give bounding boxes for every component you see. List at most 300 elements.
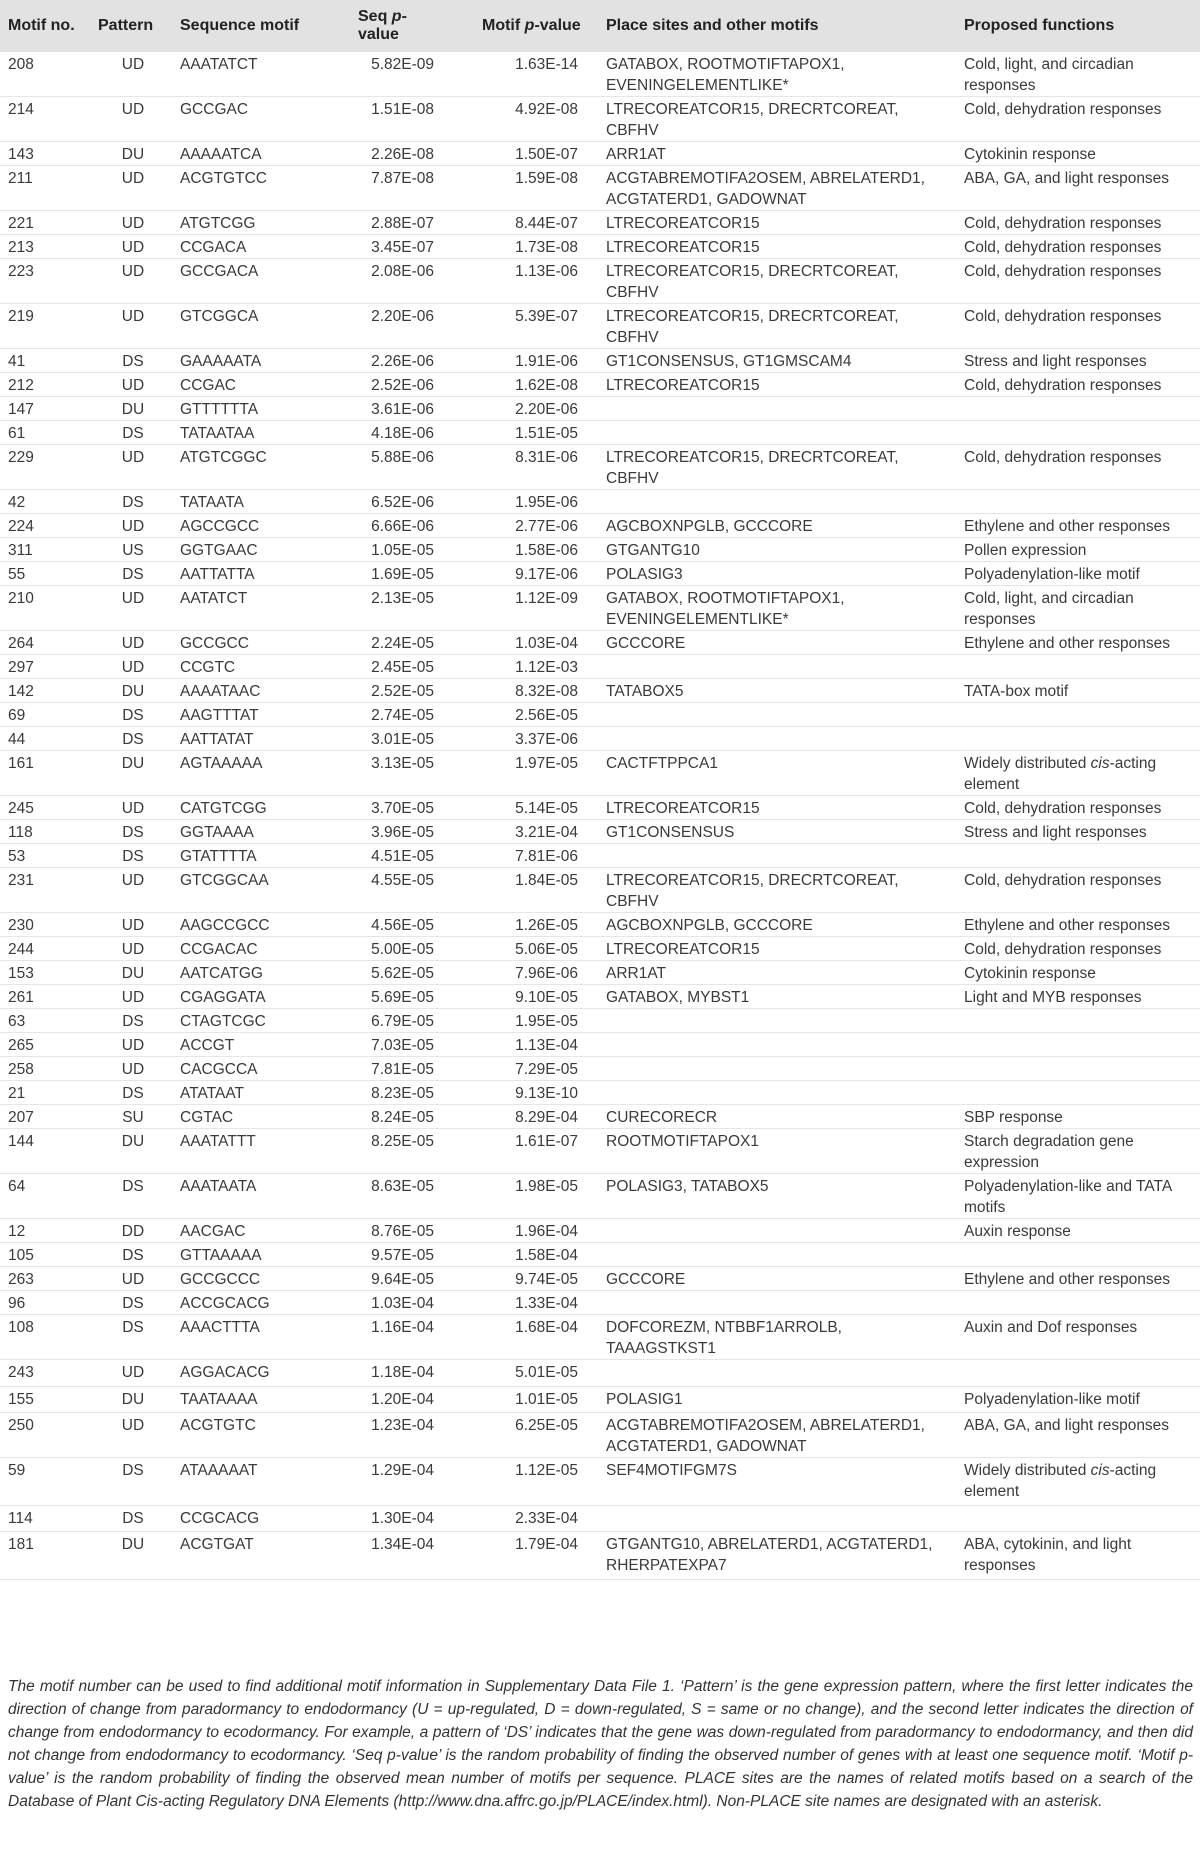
cell-sequence-motif: GGTAAAA [180, 824, 254, 841]
cell-sequence-motif: GCCGCC [180, 635, 249, 652]
cell-pattern: UD [121, 989, 145, 1006]
cell-motif-no: 64 [8, 1178, 26, 1195]
cell-sequence-motif: AAGCCGCC [180, 917, 270, 934]
cell-proposed-function: Cold, dehydration responses [964, 872, 1162, 889]
cell-motif-p-value: 9.13E-10 [515, 1085, 578, 1102]
cell-seq-p-value: 9.64E-05 [371, 1271, 434, 1288]
cell-sequence-motif: TATAATAA [180, 425, 255, 442]
cell-proposed-function: Cold, dehydration responses [964, 377, 1162, 394]
cell-proposed-function: Cold, dehydration responses [964, 101, 1162, 118]
cell-proposed-function: Stress and light responses [964, 353, 1147, 370]
cell-sequence-motif: CCGCACG [180, 1510, 260, 1527]
table-row [0, 1387, 1200, 1413]
cell-motif-no: 105 [8, 1247, 34, 1264]
cell-motif-no: 214 [8, 101, 34, 118]
cell-place-sites: LTRECOREATCOR15 [606, 800, 760, 817]
cell-seq-p-value: 2.20E-06 [371, 308, 434, 325]
cell-place-sites [586, 1009, 950, 1033]
cell-motif-p-value: 1.79E-04 [515, 1536, 578, 1553]
table-row [0, 421, 1200, 445]
cell-seq-p-value: 4.56E-05 [371, 917, 434, 934]
cell-proposed-function [950, 655, 1200, 679]
table-row [0, 97, 1200, 142]
cell-seq-p-value: 1.18E-04 [371, 1364, 434, 1381]
table-row [0, 1105, 1200, 1129]
cell-pattern: UD [121, 170, 145, 187]
table-row [0, 304, 1200, 349]
table-row [0, 259, 1200, 304]
cell-seq-p-value: 2.13E-05 [371, 590, 434, 607]
cell-proposed-function [950, 421, 1200, 445]
cell-proposed-function: Stress and light responses [964, 824, 1147, 841]
cell-seq-p-value: 1.69E-05 [371, 566, 434, 583]
cell-seq-p-value: 2.26E-06 [371, 353, 434, 370]
cell-pattern: DU [121, 965, 145, 982]
cell-seq-p-value: 3.61E-06 [371, 401, 434, 418]
cell-motif-p-value: 1.62E-08 [515, 377, 578, 394]
cell-motif-p-value: 7.96E-06 [515, 965, 578, 982]
cell-motif-p-value: 1.63E-14 [515, 56, 578, 73]
table-body [0, 52, 1200, 1580]
cell-place-sites: POLASIG3 [606, 566, 683, 583]
cell-place-sites: LTRECOREATCOR15, DRECRTCOREAT, CBFHV [606, 263, 899, 301]
cell-proposed-function: ABA, GA, and light responses [964, 1417, 1170, 1434]
cell-motif-p-value: 1.12E-09 [515, 590, 578, 607]
cell-proposed-function: Polyadenylation-like motif [964, 1391, 1140, 1408]
cell-sequence-motif: AAAATAAC [180, 683, 261, 700]
table-row [0, 514, 1200, 538]
cell-motif-no: 144 [8, 1133, 34, 1150]
cell-proposed-function: Cold, dehydration responses [964, 239, 1162, 256]
cell-place-sites: ARR1AT [606, 965, 667, 982]
cell-proposed-function [950, 1009, 1200, 1033]
cell-seq-p-value: 3.45E-07 [371, 239, 434, 256]
cell-seq-p-value: 2.52E-05 [371, 683, 434, 700]
table-row [0, 727, 1200, 751]
table-row [0, 1458, 1200, 1506]
cell-place-sites: CACTFTPPCA1 [606, 755, 718, 772]
table-row [0, 1174, 1200, 1219]
cell-sequence-motif: GTATTTTA [180, 848, 257, 865]
cell-sequence-motif: AACGAC [180, 1223, 246, 1240]
cell-seq-p-value: 5.82E-09 [371, 56, 434, 73]
cell-sequence-motif: AATTATAT [180, 731, 254, 748]
cell-proposed-function [950, 703, 1200, 727]
cell-seq-p-value: 8.63E-05 [371, 1178, 434, 1195]
cell-place-sites [586, 421, 950, 445]
cell-pattern: UD [121, 1417, 145, 1434]
cell-motif-no: 12 [8, 1223, 26, 1240]
cell-motif-no: 245 [8, 800, 34, 817]
cell-sequence-motif: AAATATTT [180, 1133, 256, 1150]
cell-motif-p-value: 1.95E-06 [515, 494, 578, 511]
header-seq-p-value: Seq p-value [358, 8, 407, 43]
cell-motif-no: 230 [8, 917, 34, 934]
cell-motif-p-value: 1.58E-06 [515, 542, 578, 559]
cell-proposed-function [950, 1081, 1200, 1105]
cell-proposed-function: Cold, dehydration responses [964, 308, 1162, 325]
cell-sequence-motif: AATTATTA [180, 566, 255, 583]
table-row [0, 349, 1200, 373]
cell-sequence-motif: CCGTC [180, 659, 236, 676]
cell-pattern: DS [122, 353, 144, 370]
cell-pattern: DS [122, 1462, 144, 1479]
cell-place-sites: GCCCORE [606, 635, 686, 652]
cell-motif-p-value: 1.33E-04 [515, 1295, 578, 1312]
cell-motif-no: 229 [8, 449, 34, 466]
cell-proposed-function: Cold, light, and circadian responses [964, 590, 1134, 628]
cell-place-sites [586, 1057, 950, 1081]
table-row [0, 868, 1200, 913]
cell-proposed-function: ABA, cytokinin, and light responses [964, 1536, 1132, 1574]
cell-seq-p-value: 1.23E-04 [371, 1417, 434, 1434]
cell-motif-p-value: 8.31E-06 [515, 449, 578, 466]
table-row [0, 751, 1200, 796]
cell-seq-p-value: 3.01E-05 [371, 731, 434, 748]
cell-motif-p-value: 1.61E-07 [515, 1133, 578, 1150]
cell-pattern: DU [121, 683, 145, 700]
cell-proposed-function: Cytokinin response [964, 146, 1096, 163]
cell-place-sites: LTRECOREATCOR15, DRECRTCOREAT, CBFHV [606, 308, 899, 346]
header-motif-no: Motif no. [8, 17, 75, 34]
cell-sequence-motif: CCGACA [180, 239, 247, 256]
cell-motif-p-value: 1.12E-03 [515, 659, 578, 676]
cell-proposed-function: Light and MYB responses [964, 989, 1142, 1006]
cell-proposed-function: Cold, dehydration responses [964, 941, 1162, 958]
cell-motif-no: 61 [8, 425, 26, 442]
cell-place-sites: POLASIG3, TATABOX5 [606, 1178, 769, 1195]
cell-proposed-function: Cold, light, and circadian responses [964, 56, 1134, 94]
cell-pattern: UD [121, 1061, 145, 1078]
cell-motif-no: 153 [8, 965, 34, 982]
cell-motif-no: 212 [8, 377, 34, 394]
cell-motif-p-value: 1.13E-04 [515, 1037, 578, 1054]
cell-motif-p-value: 5.14E-05 [515, 800, 578, 817]
cell-pattern: UD [121, 590, 145, 607]
cell-seq-p-value: 8.25E-05 [371, 1133, 434, 1150]
cell-sequence-motif: GTCGGCAA [180, 872, 269, 889]
cell-motif-no: 161 [8, 755, 34, 772]
cell-pattern: DS [122, 566, 144, 583]
cell-motif-p-value: 2.77E-06 [515, 518, 578, 535]
cell-pattern: DS [122, 848, 144, 865]
cell-pattern: UD [121, 1037, 145, 1054]
cell-proposed-function: Cold, dehydration responses [964, 800, 1162, 817]
cell-pattern: UD [121, 56, 145, 73]
header-sequence-motif: Sequence motif [180, 17, 300, 34]
table-row [0, 586, 1200, 631]
table-row [0, 373, 1200, 397]
cell-motif-p-value: 1.03E-04 [515, 635, 578, 652]
cell-place-sites [586, 1033, 950, 1057]
cell-motif-p-value: 1.95E-05 [515, 1013, 578, 1030]
cell-motif-no: 143 [8, 146, 34, 163]
cell-place-sites [586, 1291, 950, 1315]
cell-motif-p-value: 9.74E-05 [515, 1271, 578, 1288]
cell-motif-p-value: 1.91E-06 [515, 353, 578, 370]
cell-seq-p-value: 6.66E-06 [371, 518, 434, 535]
table-row [0, 1291, 1200, 1315]
table-row [0, 679, 1200, 703]
cell-seq-p-value: 7.81E-05 [371, 1061, 434, 1078]
cell-proposed-function: Ethylene and other responses [964, 1271, 1170, 1288]
cell-seq-p-value: 2.74E-05 [371, 707, 434, 724]
table-row [0, 538, 1200, 562]
cell-place-sites: GCCCORE [606, 1271, 686, 1288]
cell-place-sites: SEF4MOTIFGM7S [606, 1462, 737, 1479]
table-header-row [0, 0, 1200, 52]
cell-seq-p-value: 4.18E-06 [371, 425, 434, 442]
cell-place-sites: AGCBOXNPGLB, GCCCORE [606, 518, 813, 535]
cell-proposed-function: Cold, dehydration responses [964, 263, 1162, 280]
table-row [0, 1267, 1200, 1291]
cell-sequence-motif: AGCCGCC [180, 518, 260, 535]
cell-sequence-motif: GTTAAAAA [180, 1247, 262, 1264]
table-row [0, 1506, 1200, 1532]
cell-sequence-motif: ACCGCACG [180, 1295, 270, 1312]
cell-proposed-function: Polyadenylation-like motif [964, 566, 1140, 583]
cell-seq-p-value: 2.24E-05 [371, 635, 434, 652]
header-proposed-functions: Proposed functions [964, 17, 1115, 34]
table-row [0, 1360, 1200, 1387]
table-row [0, 1129, 1200, 1174]
cell-seq-p-value: 8.23E-05 [371, 1085, 434, 1102]
cell-seq-p-value: 5.00E-05 [371, 941, 434, 958]
cell-motif-p-value: 5.06E-05 [515, 941, 578, 958]
cell-place-sites [586, 1219, 950, 1243]
cell-sequence-motif: ATATAAT [180, 1085, 245, 1102]
cell-sequence-motif: AAGTTTAT [180, 707, 259, 724]
cell-pattern: US [122, 542, 144, 559]
table-row [0, 211, 1200, 235]
cell-motif-p-value: 1.98E-05 [515, 1178, 578, 1195]
header-place-sites: Place sites and other motifs [606, 17, 819, 34]
table-row [0, 796, 1200, 820]
cell-motif-p-value: 1.58E-04 [515, 1247, 578, 1264]
cell-sequence-motif: CTAGTCGC [180, 1013, 266, 1030]
cell-motif-no: 297 [8, 659, 34, 676]
cell-pattern: UD [121, 941, 145, 958]
table-row [0, 703, 1200, 727]
cell-proposed-function [950, 1243, 1200, 1267]
cell-seq-p-value: 3.70E-05 [371, 800, 434, 817]
cell-seq-p-value: 1.30E-04 [371, 1510, 434, 1527]
cell-place-sites: LTRECOREATCOR15 [606, 941, 760, 958]
cell-pattern: DU [121, 1391, 145, 1408]
cell-sequence-motif: ACCGT [180, 1037, 235, 1054]
table-row [0, 820, 1200, 844]
cell-place-sites [586, 727, 950, 751]
cell-motif-no: 21 [8, 1085, 26, 1102]
cell-place-sites: GT1CONSENSUS [606, 824, 735, 841]
cell-proposed-function: Cold, dehydration responses [964, 215, 1162, 232]
cell-proposed-function: Auxin and Dof responses [964, 1319, 1138, 1336]
cell-place-sites: GTGANTG10 [606, 542, 700, 559]
cell-motif-no: 224 [8, 518, 34, 535]
cell-motif-no: 221 [8, 215, 34, 232]
cell-pattern: DS [122, 1247, 144, 1264]
cell-seq-p-value: 1.16E-04 [371, 1319, 434, 1336]
cell-motif-no: 263 [8, 1271, 34, 1288]
cell-pattern: DS [122, 425, 144, 442]
cell-pattern: DU [121, 755, 145, 772]
cell-seq-p-value: 1.20E-04 [371, 1391, 434, 1408]
cell-motif-p-value: 8.32E-08 [515, 683, 578, 700]
cell-motif-no: 96 [8, 1295, 26, 1312]
cell-motif-p-value: 1.73E-08 [515, 239, 578, 256]
cell-seq-p-value: 1.03E-04 [371, 1295, 434, 1312]
cell-seq-p-value: 1.05E-05 [371, 542, 434, 559]
cell-motif-no: 63 [8, 1013, 26, 1030]
table-row [0, 445, 1200, 490]
cell-motif-p-value: 2.20E-06 [515, 401, 578, 418]
table-row [0, 985, 1200, 1009]
cell-place-sites [586, 1506, 950, 1532]
cell-motif-no: 231 [8, 872, 34, 889]
cell-seq-p-value: 8.76E-05 [371, 1223, 434, 1240]
cell-motif-no: 155 [8, 1391, 34, 1408]
cell-pattern: UD [121, 518, 145, 535]
cell-proposed-function: Cold, dehydration responses [964, 449, 1162, 466]
cell-place-sites: GATABOX, ROOTMOTIFTAPOX1, EVENINGELEMENTLIKE* [606, 56, 845, 94]
cell-pattern: UD [121, 377, 145, 394]
cell-place-sites [586, 490, 950, 514]
cell-proposed-function [950, 727, 1200, 751]
cell-motif-no: 208 [8, 56, 34, 73]
cell-motif-p-value: 1.84E-05 [515, 872, 578, 889]
cell-motif-no: 42 [8, 494, 26, 511]
cell-proposed-function: Polyadenylation-like and TATA motifs [964, 1178, 1172, 1216]
cell-pattern: DS [122, 731, 144, 748]
cell-place-sites: GT1CONSENSUS, GT1GMSCAM4 [606, 353, 852, 370]
cell-place-sites: DOFCOREZM, NTBBF1ARROLB, TAAAGSTKST1 [606, 1319, 842, 1357]
cell-pattern: DS [122, 494, 144, 511]
cell-sequence-motif: AGTAAAAA [180, 755, 263, 772]
cell-motif-p-value: 3.21E-04 [515, 824, 578, 841]
cell-motif-p-value: 7.29E-05 [515, 1061, 578, 1078]
table-row [0, 961, 1200, 985]
cell-pattern: SU [122, 1109, 144, 1126]
cell-pattern: UD [121, 239, 145, 256]
cell-seq-p-value: 2.52E-06 [371, 377, 434, 394]
cell-motif-no: 210 [8, 590, 34, 607]
cell-place-sites: ACGTABREMOTIFA2OSEM, ABRELATERD1, ACGTATERD1, GADOWNAT [606, 170, 925, 208]
table-footnote: The motif number can be used to find additional motif information in Supplementary Data File 1. ‘Pattern’ is the gene expression pattern, where the first letter indicates the direction of change from paradormancy to endodormancy (U = up-regulated, D = down-regulated, S = same or no change), and the second letter indicates the direction of change from endodormancy to ecodormancy. For example, a pattern of ‘DS’ indicates that the gene was down-regulated from paradormancy to endodormancy, and then did not change from endodormancy to ecodormancy. ‘Seq p-value’ is the random probability of finding the observed number of genes with at least one sequence motif. ‘Motif p-value’ is the random probability of finding the observed mean number of motifs per sequence. PLACE sites are the names of related motifs based on a search of the Database of Plant Cis-acting Regulatory DNA Elements (http://www.dna.affrc.go.jp/PLACE/index.html). Non-PLACE site names are designated with an asterisk. [8, 1678, 1193, 1810]
cell-motif-p-value: 1.26E-05 [515, 917, 578, 934]
cell-place-sites: AGCBOXNPGLB, GCCCORE [606, 917, 813, 934]
cell-pattern: DU [121, 1133, 145, 1150]
cell-motif-p-value: 1.13E-06 [515, 263, 578, 280]
cell-proposed-function [950, 490, 1200, 514]
cell-sequence-motif: TAATAAAA [180, 1391, 258, 1408]
cell-sequence-motif: GTTTTTTA [180, 401, 259, 418]
cell-proposed-function: Auxin response [964, 1223, 1071, 1240]
cell-place-sites: LTRECOREATCOR15 [606, 377, 760, 394]
cell-place-sites [586, 1243, 950, 1267]
cell-pattern: UD [121, 215, 145, 232]
cell-sequence-motif: CGTAC [180, 1109, 234, 1126]
cell-motif-no: 219 [8, 308, 34, 325]
cell-pattern: UD [121, 101, 145, 118]
cell-motif-p-value: 1.96E-04 [515, 1223, 578, 1240]
cell-place-sites: ARR1AT [606, 146, 667, 163]
cell-sequence-motif: GCCGCCC [180, 1271, 261, 1288]
cell-motif-no: 181 [8, 1536, 34, 1553]
cell-seq-p-value: 6.79E-05 [371, 1013, 434, 1030]
cell-seq-p-value: 5.62E-05 [371, 965, 434, 982]
cell-proposed-function: Widely distributed cis-acting element [964, 755, 1157, 793]
cell-motif-no: 53 [8, 848, 26, 865]
cell-seq-p-value: 7.87E-08 [371, 170, 434, 187]
cell-motif-p-value: 5.39E-07 [515, 308, 578, 325]
cell-place-sites [586, 1360, 950, 1387]
table-row [0, 937, 1200, 961]
cell-pattern: UD [121, 659, 145, 676]
cell-seq-p-value: 1.29E-04 [371, 1462, 434, 1479]
cell-sequence-motif: AAAAATCA [180, 146, 262, 163]
cell-seq-p-value: 3.96E-05 [371, 824, 434, 841]
cell-motif-no: 118 [8, 824, 33, 841]
cell-pattern: UD [121, 263, 145, 280]
cell-sequence-motif: CACGCCA [180, 1061, 258, 1078]
cell-motif-no: 114 [8, 1510, 33, 1527]
cell-motif-p-value: 2.33E-04 [515, 1510, 578, 1527]
cell-motif-p-value: 1.97E-05 [515, 755, 578, 772]
cell-seq-p-value: 9.57E-05 [371, 1247, 434, 1264]
cell-pattern: DU [121, 146, 145, 163]
cell-proposed-function [950, 1291, 1200, 1315]
cell-sequence-motif: ATGTCGGC [180, 449, 267, 466]
table-row [0, 913, 1200, 937]
table-row [0, 166, 1200, 211]
cell-place-sites [586, 844, 950, 868]
cell-motif-p-value: 1.51E-05 [515, 425, 578, 442]
cell-place-sites [586, 397, 950, 421]
cell-seq-p-value: 1.34E-04 [371, 1536, 434, 1553]
cell-seq-p-value: 4.51E-05 [371, 848, 434, 865]
cell-motif-no: 69 [8, 707, 26, 724]
cell-seq-p-value: 2.45E-05 [371, 659, 434, 676]
cell-pattern: DD [121, 1223, 145, 1240]
cell-motif-no: 311 [8, 542, 33, 559]
table-row [0, 631, 1200, 655]
cell-motif-no: 147 [8, 401, 34, 418]
cell-motif-no: 244 [8, 941, 34, 958]
cell-motif-no: 223 [8, 263, 34, 280]
cell-seq-p-value: 6.52E-06 [371, 494, 434, 511]
cell-pattern: DS [122, 1178, 144, 1195]
cell-place-sites [586, 1081, 950, 1105]
cell-pattern: UD [121, 917, 145, 934]
table-row [0, 1413, 1200, 1458]
cell-seq-p-value: 2.88E-07 [371, 215, 434, 232]
cell-pattern: DU [121, 401, 145, 418]
cell-pattern: UD [121, 449, 145, 466]
cell-motif-p-value: 4.92E-08 [515, 101, 578, 118]
cell-place-sites: GATABOX, ROOTMOTIFTAPOX1, EVENINGELEMENTLIKE* [606, 590, 845, 628]
cell-place-sites: LTRECOREATCOR15, DRECRTCOREAT, CBFHV [606, 101, 899, 139]
cell-motif-no: 243 [8, 1364, 34, 1381]
table-row [0, 1532, 1200, 1580]
cell-pattern: UD [121, 872, 145, 889]
cell-pattern: UD [121, 1364, 145, 1381]
cell-proposed-function [950, 844, 1200, 868]
table-row [0, 1009, 1200, 1033]
cell-motif-no: 207 [8, 1109, 34, 1126]
cell-pattern: DS [122, 1319, 144, 1336]
header-pattern: Pattern [98, 17, 154, 34]
cell-proposed-function [950, 1506, 1200, 1532]
